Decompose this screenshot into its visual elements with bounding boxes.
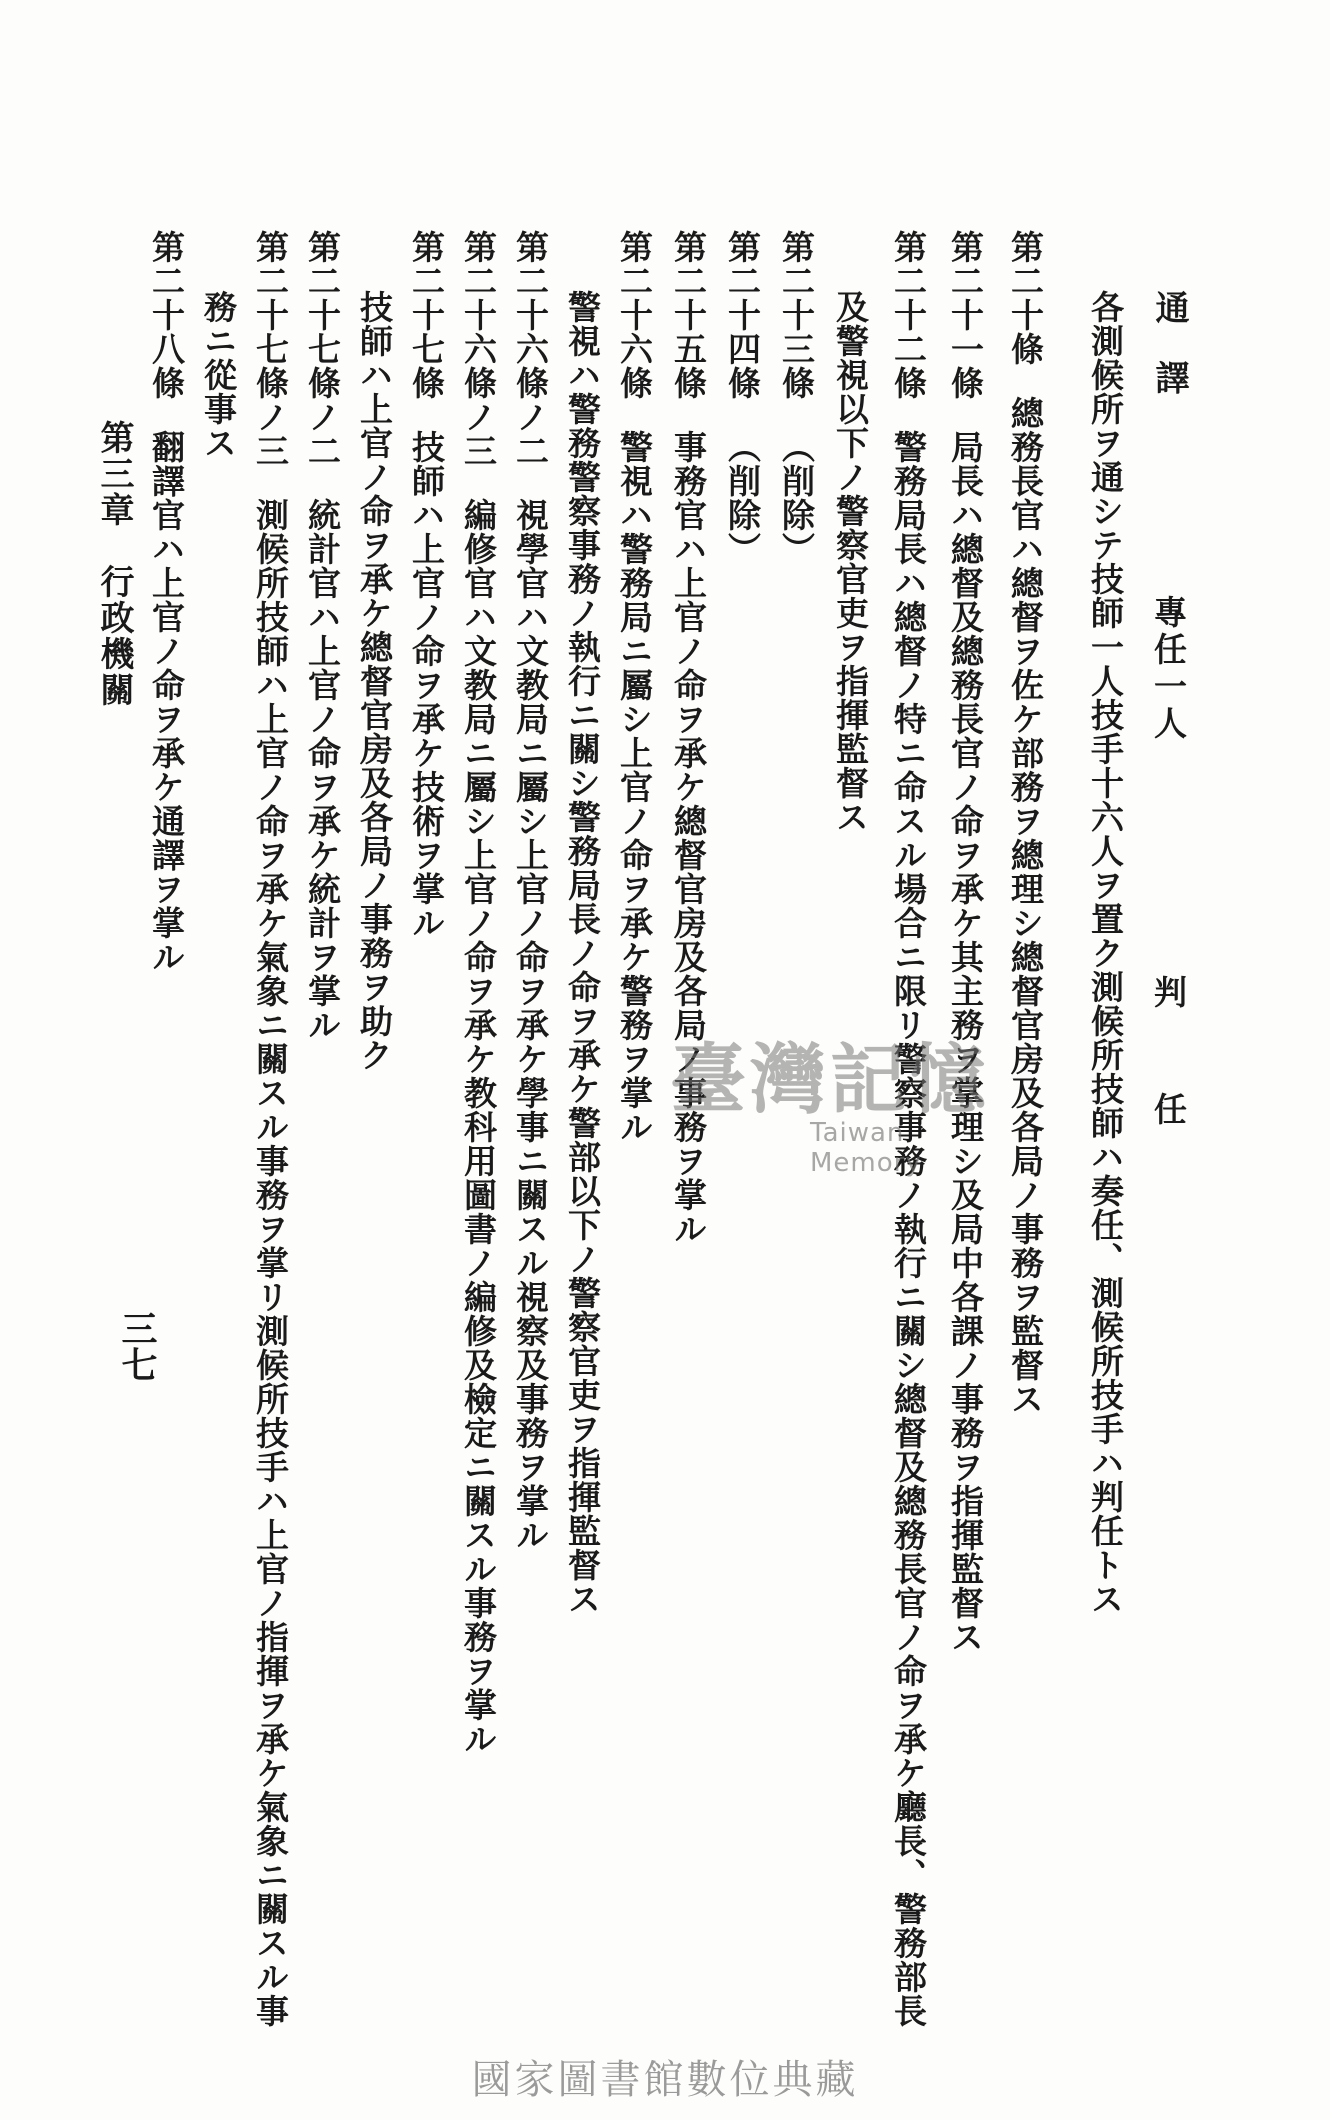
text-column-12 [458, 230, 498, 1756]
text-column-13 [406, 230, 446, 940]
column-text: 測候所技師ハ上官ノ命ヲ承ケ氣象ニ關スル事務ヲ掌リ測候所技手ハ上官ノ指揮ヲ承ケ氣象ニ關スル事 [251, 498, 290, 2028]
article-number: 第二十一條 [946, 230, 985, 400]
column-text: 技師ハ上官ノ命ヲ承ケ總督官房及各局ノ事務ヲ助ク [355, 290, 394, 1072]
article-number: 第二十條 [1006, 230, 1045, 366]
watermark-english: Taiwan Memory [810, 1118, 922, 1178]
article-number: 第二十六條ノ二 [511, 230, 550, 468]
column-text: 務ニ從事ス [199, 290, 238, 460]
column-text: 統計官ハ上官ノ命ヲ承ケ統計ヲ掌ル [303, 498, 342, 1042]
text-column-6 [776, 230, 816, 566]
column-text: 技師ハ上官ノ命ヲ承ケ技術ヲ掌ル [407, 430, 446, 940]
text-column-7 [722, 230, 762, 566]
text-column-9 [614, 230, 654, 1144]
text-column-16 [250, 230, 290, 2028]
text-column-15 [302, 230, 342, 1042]
column-text: 局長ハ總督及總務長官ノ命ヲ承ケ其主務ヲ掌理シ及局中各課ノ事務ヲ指揮監督ス [946, 430, 985, 1654]
chapter-heading [94, 420, 134, 708]
column-text: 第三章 行政機關 [94, 420, 134, 708]
text-column-18 [146, 230, 186, 974]
article-number: 第二十六條ノ三 [459, 230, 498, 468]
article-number: 第二十四條 [723, 230, 762, 400]
text-column-10 [562, 290, 602, 1616]
column-text: 視學官ハ文教局ニ屬シ上官ノ命ヲ承ケ學事ニ關スル視察及事務ヲ掌ル [511, 498, 550, 1552]
article-number: 第二十三條 [777, 230, 816, 400]
article-number: 第二十六條 [615, 230, 654, 400]
watermark-chars: 臺灣記憶 [670, 1035, 990, 1124]
text-column-1 [1085, 290, 1125, 1616]
footer-credit: 國家圖書館數位典藏 [471, 2057, 859, 2103]
column-text: 總務長官ハ總督ヲ佐ケ部務ヲ總理シ總督官房及各局ノ事務ヲ監督ス [1006, 396, 1045, 1416]
column-text: 及警視以下ノ警察官吏ヲ指揮監督ス [831, 290, 870, 834]
text-column-2 [1005, 230, 1045, 1416]
article-number: 第二十五條 [669, 230, 708, 400]
column-text: 事務官ハ上官ノ命ヲ承ケ總督官房及各局ノ事務ヲ掌ル [669, 430, 708, 1246]
column-text: （削除） [723, 430, 762, 566]
page-number: 三七 [116, 1310, 158, 1382]
text-column-11 [510, 230, 550, 1552]
watermark-logo [670, 1035, 1020, 1178]
column-text: （削除） [777, 430, 816, 566]
article-number: 第二十二條 [889, 230, 928, 400]
text-column-3 [945, 230, 985, 1654]
column-text: 警視ハ警務警察事務ノ執行ニ關シ警務局長ノ命ヲ承ケ警部以下ノ警察官吏ヲ指揮監督ス [563, 290, 602, 1616]
text-column-14 [354, 290, 394, 1072]
table-value-fulltime: 專任一人 [1149, 595, 1188, 743]
column-text: 警視ハ警務局ニ屬シ上官ノ命ヲ承ケ警務ヲ掌ル [615, 430, 654, 1144]
table-value-rank: 判任 [1149, 975, 1188, 1209]
column-text: 編修官ハ文教局ニ屬シ上官ノ命ヲ承ケ教科用圖書ノ編修及檢定ニ關スル事務ヲ掌ル [459, 498, 498, 1756]
text-column-17 [198, 290, 238, 460]
article-number: 第二十八條 [147, 230, 186, 400]
article-number: 第二十七條 [407, 230, 446, 400]
column-text: 警務局長ハ總督ノ特ニ命スル場合ニ限リ警察事務ノ執行ニ關シ總督及總務長官ノ命ヲ承ケ廳長、警務部長 [889, 430, 928, 2028]
article-number: 第二十七條ノ三 [251, 230, 290, 468]
column-text: 各測候所ヲ通シテ技師一人技手十六人ヲ置ク測候所技師ハ奏任、測候所技手ハ判任トス [1086, 290, 1125, 1616]
column-text: 翻譯官ハ上官ノ命ヲ承ケ通譯ヲ掌ル [147, 430, 186, 974]
table-title-interpreter: 通譯 [1149, 290, 1189, 430]
article-number: 第二十七條ノ二 [303, 230, 342, 468]
text-column-5 [830, 290, 870, 834]
